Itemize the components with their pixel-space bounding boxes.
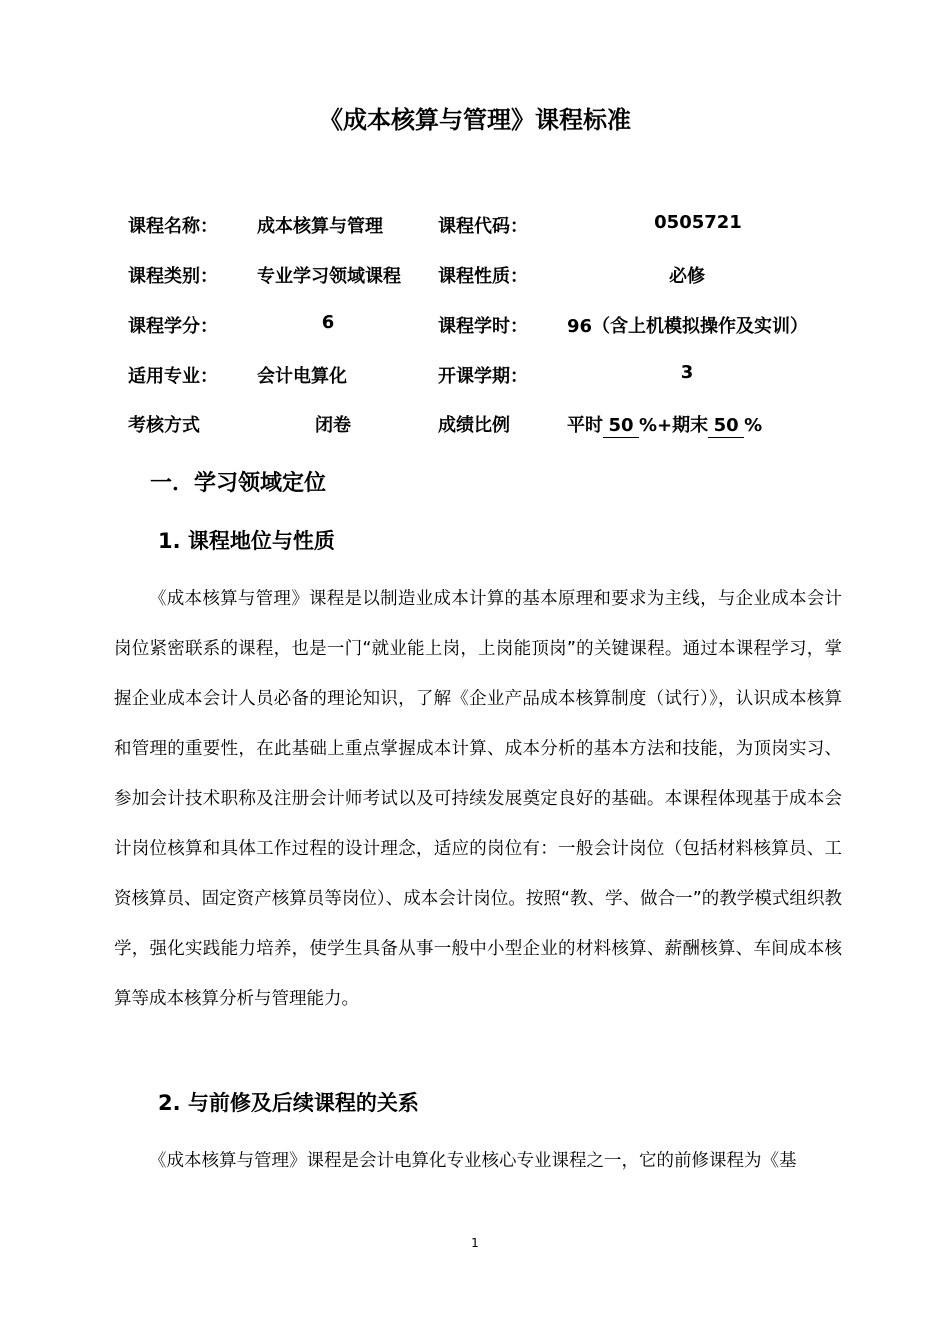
- section-heading-1: 一．学习领域定位: [150, 471, 327, 496]
- info-row-1: [0, 212, 950, 242]
- course-code-label: 课程代码：: [438, 216, 528, 237]
- course-name-value: 成本核算与管理: [257, 216, 383, 237]
- page-title: 《成本核算与管理》课程标准: [319, 106, 631, 134]
- assessment-value: 闭卷: [315, 415, 351, 436]
- body-paragraph-1: 《成本核算与管理》课程是以制造业成本计算的基本原理和要求为主线，与企业成本会计岗位紧密联系的课程，也是一门“就业能上岗，上岗能顶岗”的关键课程。通过本课程学习，掌握企业成本会计人员必备的理论知识，了解《企业产品成本核算制度（试行）》，认识成本核算和管理的重要性，在此基础上重点掌握成本计算、成本分析的基本方法和技能，为顶岗实习、参加会计技术职称及注册会计师考试以及可持续发展奠定良好的基础。本课程体现基于成本会计岗位核算和具体工作过程的设计理念，适应的岗位有：一般会计岗位（包括材料核算员、工资核算员、固定资产核算员等岗位）、成本会计岗位。按照“教、学、做合一”的教学模式组织教学，强化实践能力培养，使学生具备从事一般中小型企业的材料核算、薪酬核算、车间成本核算等成本核算分析与管理能力。: [114, 589, 842, 1009]
- semester-value: 3: [680, 362, 694, 383]
- subsection-heading-2: 2. 与前修及后续课程的关系: [158, 1091, 419, 1115]
- info-row-3: [0, 312, 950, 342]
- grade-ratio-final-blank: 50: [708, 415, 744, 438]
- course-nature-value: 必修: [669, 266, 705, 287]
- grade-ratio-middle: %+期末: [639, 415, 709, 436]
- semester-label: 开课学期：: [438, 366, 528, 387]
- course-code-value: 0505721: [654, 212, 742, 233]
- subsection-heading-1: 1. 课程地位与性质: [158, 529, 335, 553]
- body-paragraph-2: 《成本核算与管理》课程是会计电算化专业核心专业课程之一，它的前修课程为《基: [149, 1151, 797, 1171]
- course-hours-value: 96（含上机模拟操作及实训）: [567, 316, 809, 337]
- course-credit-value: 6: [321, 312, 335, 333]
- assessment-label: 考核方式: [128, 415, 200, 436]
- course-name-label: 课程名称：: [128, 216, 218, 237]
- grade-ratio-suffix: %: [744, 415, 763, 436]
- major-label: 适用专业：: [128, 366, 218, 387]
- grade-ratio-value: [567, 411, 762, 438]
- page-number: 1: [471, 1236, 479, 1250]
- info-row-5: [0, 411, 950, 441]
- course-category-label: 课程类别：: [128, 266, 218, 287]
- major-value: 会计电算化: [257, 366, 347, 387]
- course-hours-label: 课程学时：: [438, 316, 528, 337]
- course-credit-label: 课程学分：: [128, 316, 218, 337]
- info-row-4: [0, 362, 950, 392]
- course-category-value: 专业学习领域课程: [257, 266, 401, 287]
- course-nature-label: 课程性质：: [438, 266, 528, 287]
- grade-ratio-prefix: 平时: [567, 415, 603, 436]
- grade-ratio-regular-blank: 50: [603, 415, 639, 438]
- grade-ratio-label: 成绩比例: [438, 415, 510, 436]
- info-row-2: [0, 262, 950, 292]
